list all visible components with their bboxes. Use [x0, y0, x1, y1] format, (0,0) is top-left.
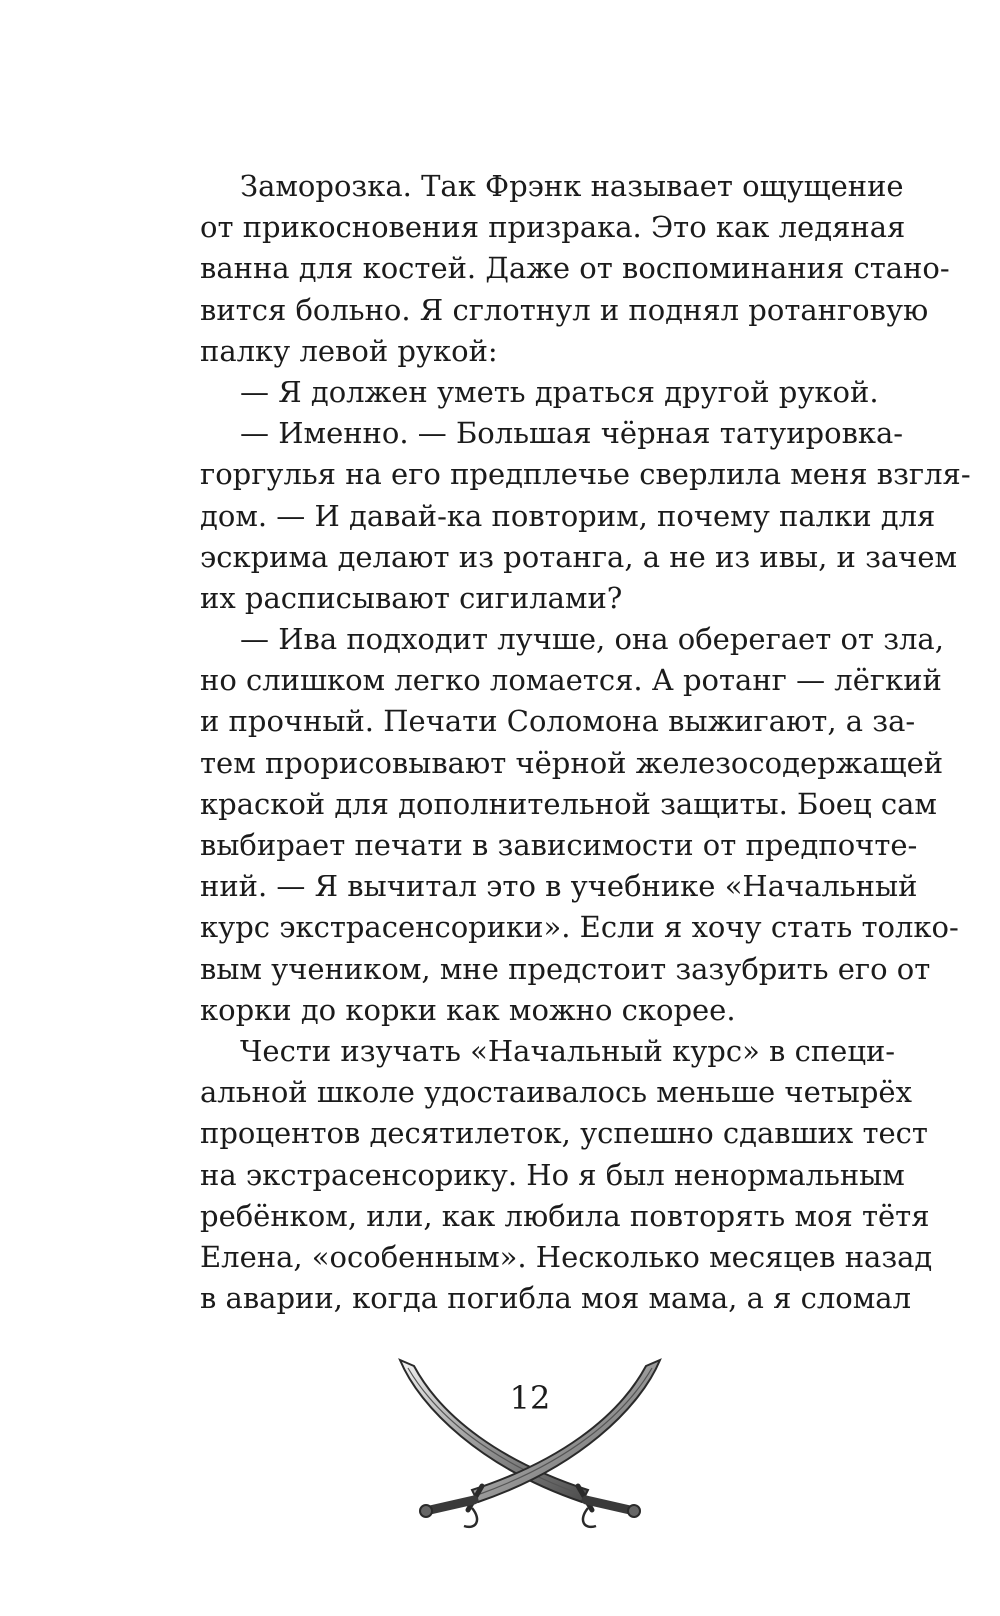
text-line: альной школе удостаивалось меньше четырёх — [200, 1075, 912, 1110]
body-text — [200, 166, 971, 1319]
text-line: ванна для костей. Даже от воспоминания стано- — [200, 251, 950, 286]
text-line: тем прорисовывают чёрной железосодержащей — [200, 745, 944, 780]
text-line: дом. — И давай-ка повторим, почему палки для — [200, 498, 936, 533]
text-line: — Ива подходит лучше, она оберегает от зла, — [240, 622, 944, 657]
text-line: их расписывают сигилами? — [200, 580, 623, 615]
text-line: на экстрасенсорику. Но я был ненормальным — [200, 1157, 905, 1192]
text-line: эскрима делают из ротанга, а не из ивы, и зачем — [200, 539, 958, 574]
text-line: вится больно. Я сглотнул и поднял ротанговую — [200, 292, 929, 327]
text-line: ний. — Я вычитал это в учебнике «Начальный — [200, 869, 918, 904]
text-line: — Я должен уметь драться другой рукой. — [240, 374, 879, 409]
text-line: но слишком легко ломается. А ротанг — лёгкий — [200, 663, 942, 698]
text-line: Заморозка. Так Фрэнк называет ощущение — [240, 169, 904, 203]
text-line: ребёнком, или, как любила повторять моя тётя — [200, 1198, 930, 1233]
text-line: и прочный. Печати Соломона выжигают, а за- — [200, 704, 916, 739]
text-line: курс экстрасенсорики». Если я хочу стать толко- — [200, 910, 959, 945]
text-line: процентов десятилеток, успешно сдавших тест — [200, 1116, 928, 1151]
text-line: вым учеником, мне предстоит зазубрить его от — [200, 951, 931, 986]
text-line: выбирает печати в зависимости от предпочте- — [200, 828, 918, 862]
text-line: от прикосновения призрака. Это как ледяная — [200, 210, 906, 245]
text-line: палку левой рукой: — [200, 333, 498, 368]
text-line: горгулья на его предплечье сверлила меня взгля- — [200, 457, 971, 492]
page-number: 12 — [509, 1379, 551, 1417]
text-line: краской для дополнительной защиты. Боец сам — [200, 786, 937, 821]
text-line: Чести изучать «Начальный курс» в специ- — [240, 1033, 896, 1068]
text-line: — Именно. — Большая чёрная татуировка- — [240, 416, 904, 451]
text-line: Елена, «особенным». Несколько месяцев назад — [200, 1239, 933, 1274]
text-line: в аварии, когда погибла моя мама, а я сломал — [200, 1281, 912, 1316]
text-line: корки до корки как можно скорее. — [200, 992, 736, 1027]
